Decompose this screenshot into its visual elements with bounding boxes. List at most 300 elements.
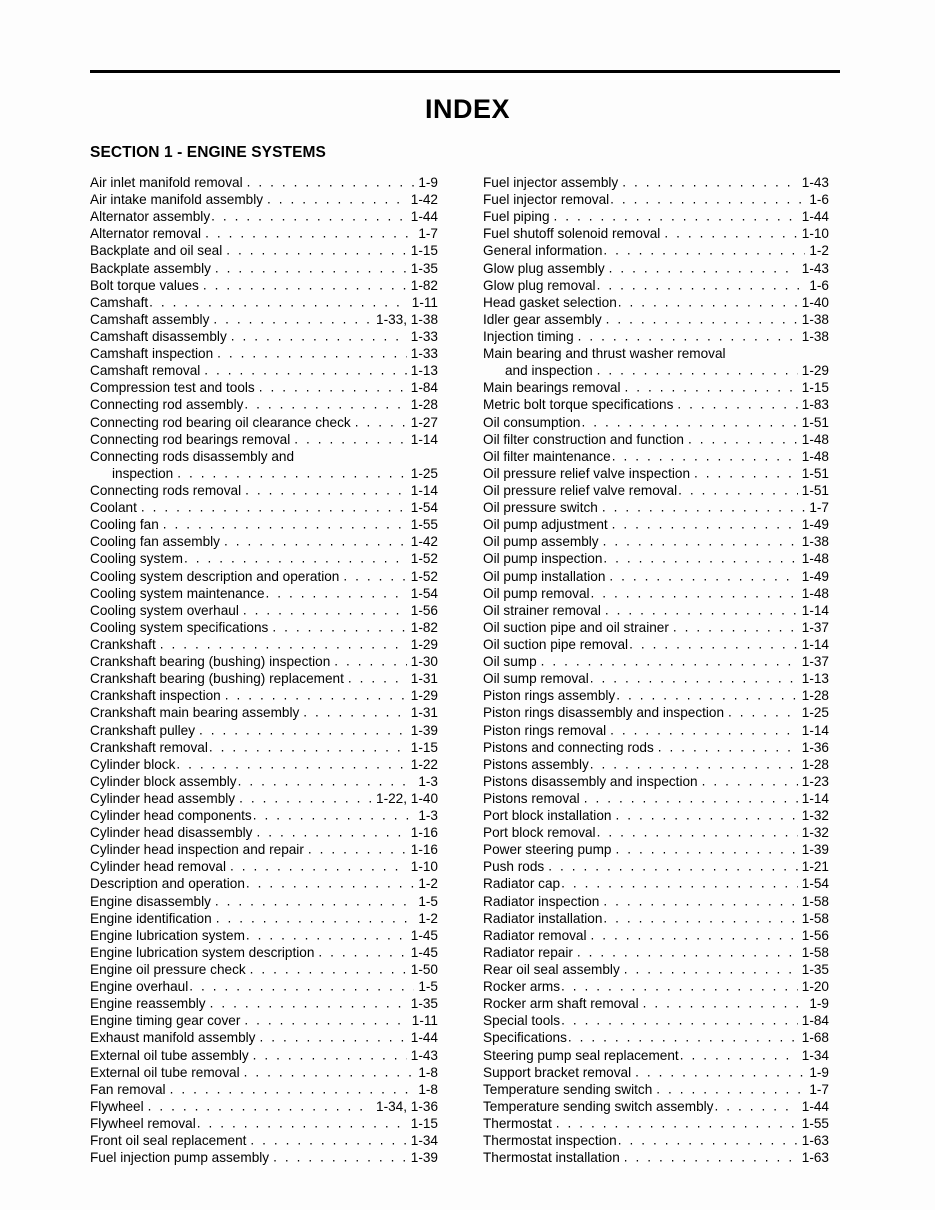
index-entry-title: inspection bbox=[112, 465, 174, 481]
index-entry[interactable] bbox=[90, 670, 438, 687]
index-entry[interactable] bbox=[483, 893, 829, 910]
index-entry-leader-dots bbox=[677, 396, 797, 413]
index-entry[interactable] bbox=[90, 807, 438, 824]
index-entry[interactable] bbox=[483, 653, 829, 670]
index-entry[interactable] bbox=[90, 448, 438, 465]
index-entry[interactable] bbox=[483, 191, 829, 208]
index-entry-page-number: 1-42 bbox=[410, 192, 438, 208]
index-entry[interactable] bbox=[483, 670, 829, 687]
index-entry-title: Front oil seal replacement bbox=[90, 1133, 247, 1149]
index-entry[interactable] bbox=[90, 242, 438, 259]
index-entry[interactable] bbox=[483, 362, 829, 379]
index-entry[interactable] bbox=[90, 722, 438, 739]
index-entry[interactable] bbox=[483, 927, 829, 944]
index-entry-page-number: 1-10 bbox=[410, 859, 438, 875]
index-entry-leader-dots bbox=[694, 465, 798, 482]
index-entry[interactable] bbox=[90, 602, 438, 619]
index-entry[interactable] bbox=[483, 1132, 829, 1149]
index-entry[interactable] bbox=[483, 773, 829, 790]
index-entry-page-number: 1-25 bbox=[801, 705, 829, 721]
index-entry-page-number: 1-34, 1-36 bbox=[376, 1098, 438, 1114]
index-entry-leader-dots bbox=[625, 379, 798, 396]
index-entry[interactable] bbox=[483, 1149, 829, 1166]
index-entry-title: Bolt torque values bbox=[90, 277, 199, 293]
index-entry[interactable] bbox=[90, 362, 438, 379]
header-rule bbox=[90, 70, 840, 73]
index-entry[interactable] bbox=[90, 1149, 438, 1166]
index-entry[interactable] bbox=[90, 756, 438, 773]
index-entry-title: Push rods bbox=[483, 859, 545, 875]
index-entry-title: and inspection bbox=[505, 363, 593, 379]
index-entry-page-number: 1-56 bbox=[410, 602, 438, 618]
index-entry-page-number: 1-6 bbox=[809, 192, 829, 208]
index-entry-page-number: 1-83 bbox=[801, 397, 829, 413]
index-entry-title: Camshaft inspection bbox=[90, 346, 214, 362]
index-entry[interactable] bbox=[90, 225, 438, 242]
index-entry-leader-dots bbox=[635, 1064, 805, 1081]
index-entry[interactable] bbox=[90, 311, 438, 328]
index-entry-title: Fan removal bbox=[90, 1081, 166, 1097]
index-entry[interactable] bbox=[90, 841, 438, 858]
index-entry-title: Cooling system description and operation bbox=[90, 568, 340, 584]
index-entry[interactable] bbox=[483, 1047, 829, 1064]
index-entry[interactable] bbox=[90, 1012, 438, 1029]
index-entry-page-number: 1-63 bbox=[801, 1133, 829, 1149]
index-entry[interactable] bbox=[483, 585, 829, 602]
section-heading: SECTION 1 - ENGINE SYSTEMS bbox=[90, 144, 327, 161]
index-entry-leader-dots bbox=[603, 550, 797, 567]
index-entry-title: Special tools bbox=[483, 1013, 561, 1029]
index-entry[interactable] bbox=[483, 858, 829, 875]
index-entry-leader-dots bbox=[702, 773, 798, 790]
index-entry-leader-dots bbox=[226, 242, 407, 259]
index-entry-leader-dots bbox=[688, 431, 798, 448]
index-entry-leader-dots bbox=[246, 927, 407, 944]
index-entry-leader-dots bbox=[603, 910, 797, 927]
index-entry[interactable] bbox=[483, 448, 829, 465]
index-entry-leader-dots bbox=[603, 242, 805, 259]
index-entry-title: Cooling fan bbox=[90, 517, 159, 533]
index-entry-page-number: 1-14 bbox=[410, 482, 438, 498]
index-entry-title: Cooling system specifications bbox=[90, 619, 269, 635]
index-entry-title: Power steering pump bbox=[483, 842, 612, 858]
index-entry[interactable] bbox=[483, 978, 829, 995]
index-entry[interactable] bbox=[90, 927, 438, 944]
index-entry-page-number: 1-29 bbox=[410, 688, 438, 704]
index-entry-title: Thermostat bbox=[483, 1116, 552, 1132]
index-entry[interactable] bbox=[483, 602, 829, 619]
index-entry-page-number: 1-11 bbox=[411, 294, 438, 310]
index-column-left bbox=[90, 174, 438, 1166]
index-entry-title: Connecting rods removal bbox=[90, 482, 242, 498]
index-entry-leader-dots bbox=[622, 174, 798, 191]
index-entry[interactable] bbox=[90, 995, 438, 1012]
index-entry[interactable] bbox=[483, 328, 829, 345]
index-entry-page-number: 1-38 bbox=[801, 534, 829, 550]
index-entry-page-number: 1-3 bbox=[418, 808, 438, 824]
index-entry-title: Oil pump assembly bbox=[483, 534, 599, 550]
index-entry-page-number: 1-33 bbox=[410, 328, 438, 344]
index-entry-page-number: 1-38 bbox=[801, 328, 829, 344]
index-entry[interactable] bbox=[90, 482, 438, 499]
index-entry[interactable] bbox=[483, 1081, 829, 1098]
index-entry[interactable] bbox=[483, 482, 829, 499]
index-entry-leader-dots bbox=[215, 893, 414, 910]
index-entry-page-number: 1-35 bbox=[410, 260, 438, 276]
index-entry-title: Engine overhaul bbox=[90, 979, 189, 995]
index-entry-page-number: 1-35 bbox=[801, 962, 829, 978]
index-entry-title: Connecting rods disassembly and bbox=[90, 448, 295, 464]
index-entry-title: Fuel piping bbox=[483, 209, 550, 225]
index-entry[interactable] bbox=[90, 893, 438, 910]
index-entry[interactable] bbox=[90, 1081, 438, 1098]
index-entry[interactable] bbox=[90, 277, 438, 294]
index-entry[interactable] bbox=[90, 978, 438, 995]
index-entry[interactable] bbox=[483, 516, 829, 533]
index-entry-leader-dots bbox=[606, 311, 798, 328]
index-entry[interactable] bbox=[90, 704, 438, 721]
index-entry-leader-dots bbox=[231, 328, 407, 345]
index-entry[interactable] bbox=[90, 875, 438, 892]
index-entry-page-number: 1-9 bbox=[418, 175, 438, 190]
index-entry-page-number: 1-33, 1-38 bbox=[376, 311, 438, 327]
index-entry-page-number: 1-31 bbox=[410, 705, 438, 721]
index-entry-title: Steering pump seal replacement bbox=[483, 1047, 679, 1063]
index-entry-leader-dots bbox=[246, 875, 414, 892]
index-entry-leader-dots bbox=[612, 516, 798, 533]
index-entry-leader-dots bbox=[590, 670, 798, 687]
index-entry[interactable] bbox=[90, 568, 438, 585]
index-entry-leader-dots bbox=[612, 448, 798, 465]
index-entry-title: Engine oil pressure check bbox=[90, 962, 246, 978]
index-entry-page-number: 1-13 bbox=[410, 363, 438, 379]
index-entry-title: Engine lubrication system bbox=[90, 927, 245, 943]
index-entry[interactable] bbox=[483, 294, 829, 311]
index-entry[interactable] bbox=[483, 687, 829, 704]
index-entry[interactable] bbox=[90, 550, 438, 567]
index-entry-page-number: 1-54 bbox=[410, 585, 438, 601]
index-entry-leader-dots bbox=[203, 277, 407, 294]
index-entry-title: Cylinder head components bbox=[90, 808, 252, 824]
index-entry-title: Engine identification bbox=[90, 910, 212, 926]
index-entry[interactable] bbox=[90, 1047, 438, 1064]
index-entry-leader-dots bbox=[609, 568, 797, 585]
index-entry[interactable] bbox=[90, 910, 438, 927]
index-entry[interactable] bbox=[483, 636, 829, 653]
index-entry-title: Rear oil seal assembly bbox=[483, 962, 620, 978]
index-entry-leader-dots bbox=[541, 653, 798, 670]
index-entry-leader-dots bbox=[177, 465, 407, 482]
index-entry-leader-dots bbox=[199, 722, 407, 739]
index-entry[interactable] bbox=[483, 260, 829, 277]
index-entry-leader-dots bbox=[215, 260, 407, 277]
index-entry-leader-dots bbox=[217, 345, 407, 362]
index-entry[interactable] bbox=[483, 379, 829, 396]
index-entry[interactable] bbox=[483, 790, 829, 807]
index-entry-page-number: 1-28 bbox=[410, 397, 438, 413]
index-entry[interactable] bbox=[90, 585, 438, 602]
index-column-right bbox=[483, 174, 829, 1166]
index-entry-page-number: 1-29 bbox=[801, 363, 829, 379]
index-entry-page-number: 1-68 bbox=[801, 1030, 829, 1046]
index-entry-page-number: 1-56 bbox=[801, 927, 829, 943]
index-entry[interactable] bbox=[90, 174, 438, 191]
index-entry-page-number: 1-55 bbox=[410, 517, 438, 533]
index-entry-leader-dots bbox=[578, 328, 798, 345]
index-entry-page-number: 1-63 bbox=[801, 1150, 829, 1166]
index-entry[interactable] bbox=[483, 722, 829, 739]
index-entry[interactable] bbox=[90, 1064, 438, 1081]
index-entry-page-number: 1-20 bbox=[801, 979, 829, 995]
index-entry[interactable] bbox=[90, 379, 438, 396]
index-entry[interactable] bbox=[483, 550, 829, 567]
index-entry-leader-dots bbox=[238, 773, 415, 790]
index-entry-leader-dots bbox=[148, 1098, 372, 1115]
index-entry-page-number: 1-7 bbox=[809, 1081, 829, 1097]
index-entry[interactable] bbox=[90, 345, 438, 362]
index-entry-leader-dots bbox=[197, 1115, 407, 1132]
index-entry[interactable] bbox=[90, 1115, 438, 1132]
index-entry-page-number: 1-82 bbox=[410, 277, 438, 293]
index-entry[interactable] bbox=[483, 944, 829, 961]
index-entry-title: Cylinder head inspection and repair bbox=[90, 842, 304, 858]
index-entry[interactable] bbox=[90, 499, 438, 516]
index-entry-leader-dots bbox=[615, 807, 797, 824]
index-entry-page-number: 1-16 bbox=[410, 825, 438, 841]
index-entry[interactable] bbox=[483, 345, 829, 362]
index-entry-leader-dots bbox=[658, 739, 798, 756]
index-entry-page-number: 1-39 bbox=[410, 1150, 438, 1166]
index-entry[interactable] bbox=[483, 414, 829, 431]
index-entry-leader-dots bbox=[728, 704, 798, 721]
index-entry-page-number: 1-84 bbox=[801, 1013, 829, 1029]
index-entry[interactable] bbox=[90, 653, 438, 670]
index-entry-page-number: 1-5 bbox=[418, 893, 438, 909]
index-entry-leader-dots bbox=[243, 602, 407, 619]
index-entry[interactable] bbox=[483, 961, 829, 978]
index-entry-title: Idler gear assembly bbox=[483, 311, 602, 327]
index-entry[interactable] bbox=[483, 242, 829, 259]
index-entry[interactable] bbox=[483, 208, 829, 225]
index-entry[interactable] bbox=[483, 1064, 829, 1081]
index-entry[interactable] bbox=[90, 961, 438, 978]
index-entry-title: Exhaust manifold assembly bbox=[90, 1030, 256, 1046]
index-entry-title: Fuel injector removal bbox=[483, 192, 610, 208]
index-entry-title: Head gasket selection bbox=[483, 294, 617, 310]
index-entry-leader-dots bbox=[308, 841, 407, 858]
index-entry-page-number: 1-58 bbox=[801, 893, 829, 909]
index-entry-page-number: 1-14 bbox=[801, 790, 829, 806]
index-entry[interactable] bbox=[483, 995, 829, 1012]
index-entry-page-number: 1-84 bbox=[410, 380, 438, 396]
index-entry-page-number: 1-9 bbox=[809, 1064, 829, 1080]
index-entry[interactable] bbox=[90, 533, 438, 550]
index-entry[interactable] bbox=[483, 739, 829, 756]
index-entry-leader-dots bbox=[561, 1012, 798, 1029]
index-entry[interactable] bbox=[90, 824, 438, 841]
index-entry[interactable] bbox=[483, 841, 829, 858]
index-entry-page-number: 1-30 bbox=[410, 654, 438, 670]
index-entry-leader-dots bbox=[680, 1047, 798, 1064]
index-entry-title: Cooling fan assembly bbox=[90, 534, 220, 550]
index-entry-leader-dots bbox=[225, 687, 407, 704]
index-entry[interactable] bbox=[483, 174, 829, 191]
index-entry[interactable] bbox=[90, 739, 438, 756]
index-entry-page-number: 1-10 bbox=[801, 226, 829, 242]
index-entry[interactable] bbox=[90, 191, 438, 208]
index-entry-title: Cylinder block bbox=[90, 756, 176, 772]
index-entry[interactable] bbox=[483, 875, 829, 892]
index-entry[interactable] bbox=[483, 568, 829, 585]
index-entry[interactable] bbox=[90, 516, 438, 533]
index-entry[interactable] bbox=[483, 396, 829, 413]
index-entry-leader-dots bbox=[664, 225, 797, 242]
index-entry-title: Thermostat installation bbox=[483, 1150, 620, 1166]
index-entry-page-number: 1-7 bbox=[418, 226, 438, 242]
index-entry-page-number: 1-48 bbox=[801, 431, 829, 447]
index-entry-leader-dots bbox=[176, 756, 406, 773]
index-entry[interactable] bbox=[90, 619, 438, 636]
index-entry[interactable] bbox=[483, 910, 829, 927]
index-entry-leader-dots bbox=[211, 208, 407, 225]
index-entry-leader-dots bbox=[597, 277, 806, 294]
index-entry[interactable] bbox=[483, 1115, 829, 1132]
index-entry-leader-dots bbox=[678, 482, 798, 499]
index-entry-leader-dots bbox=[334, 653, 406, 670]
index-entry[interactable] bbox=[90, 1029, 438, 1046]
index-entry-page-number: 1-15 bbox=[410, 739, 438, 755]
index-entry[interactable] bbox=[90, 790, 438, 807]
index-entry[interactable] bbox=[483, 277, 829, 294]
index-entry[interactable] bbox=[483, 431, 829, 448]
index-entry-page-number: 1-43 bbox=[410, 1047, 438, 1063]
index-entry-page-number: 1-14 bbox=[801, 636, 829, 652]
index-entry-title: External oil tube assembly bbox=[90, 1047, 249, 1063]
index-entry[interactable] bbox=[90, 328, 438, 345]
index-entry-page-number: 1-5 bbox=[418, 979, 438, 995]
index-entry[interactable] bbox=[483, 1098, 829, 1115]
index-entry[interactable] bbox=[90, 858, 438, 875]
index-entry[interactable] bbox=[483, 756, 829, 773]
index-entry-title: Connecting rod bearings removal bbox=[90, 431, 291, 447]
index-entry-page-number: 1-45 bbox=[410, 927, 438, 943]
index-entry-page-number: 1-32 bbox=[801, 808, 829, 824]
index-entry[interactable] bbox=[90, 208, 438, 225]
index-entry[interactable] bbox=[483, 465, 829, 482]
index-entry-leader-dots bbox=[205, 225, 414, 242]
index-entry-page-number: 1-33 bbox=[410, 346, 438, 362]
index-entry-leader-dots bbox=[250, 1132, 406, 1149]
index-entry-title: Alternator assembly bbox=[90, 209, 211, 225]
index-entry[interactable] bbox=[483, 499, 829, 516]
index-entry[interactable] bbox=[90, 260, 438, 277]
index-entry[interactable] bbox=[90, 414, 438, 431]
index-entry-page-number: 1-55 bbox=[801, 1116, 829, 1132]
index-entry-leader-dots bbox=[590, 756, 798, 773]
index-entry-leader-dots bbox=[584, 790, 798, 807]
index-entry-title: Injection timing bbox=[483, 328, 574, 344]
index-entry-title: Piston rings removal bbox=[483, 722, 607, 738]
index-entry[interactable] bbox=[483, 1012, 829, 1029]
index-entry[interactable] bbox=[90, 944, 438, 961]
index-entry[interactable] bbox=[90, 1098, 438, 1115]
index-entry-title: Piston rings assembly bbox=[483, 688, 616, 704]
index-entry-title: Radiator installation bbox=[483, 910, 603, 926]
index-entry[interactable] bbox=[483, 311, 829, 328]
index-entry-title: Main bearings removal bbox=[483, 380, 621, 396]
index-entry[interactable] bbox=[90, 465, 438, 482]
index-entry[interactable] bbox=[90, 431, 438, 448]
index-entry-leader-dots bbox=[615, 841, 797, 858]
index-entry-page-number: 1-14 bbox=[410, 431, 438, 447]
index-entry-page-number: 1-43 bbox=[801, 260, 829, 276]
index-entry-leader-dots bbox=[597, 362, 798, 379]
index-entry-title: Backplate assembly bbox=[90, 260, 211, 276]
index-entry[interactable] bbox=[90, 1132, 438, 1149]
index-entry[interactable] bbox=[483, 807, 829, 824]
index-entry-leader-dots bbox=[184, 550, 407, 567]
index-entry-page-number: 1-42 bbox=[410, 534, 438, 550]
index-entry-title: Pistons disassembly and inspection bbox=[483, 773, 698, 789]
index-entry-page-number: 1-49 bbox=[801, 517, 829, 533]
index-entry-page-number: 1-11 bbox=[411, 1013, 438, 1029]
index-entry-page-number: 1-2 bbox=[418, 910, 438, 926]
index-entry-page-number: 1-14 bbox=[801, 722, 829, 738]
index-entry-leader-dots bbox=[204, 362, 406, 379]
index-entry-leader-dots bbox=[591, 585, 798, 602]
index-entry-title: Thermostat inspection bbox=[483, 1133, 617, 1149]
index-entry[interactable] bbox=[483, 704, 829, 721]
index-entry[interactable] bbox=[483, 824, 829, 841]
index-entry-leader-dots bbox=[548, 858, 798, 875]
index-entry-page-number: 1-50 bbox=[410, 962, 438, 978]
index-entry-title: Pistons and connecting rods bbox=[483, 739, 654, 755]
index-entry-title: Pistons assembly bbox=[483, 756, 589, 772]
index-entry[interactable] bbox=[483, 533, 829, 550]
index-entry-page-number: 1-8 bbox=[418, 1081, 438, 1097]
index-entry-title: Metric bolt torque specifications bbox=[483, 397, 674, 413]
index-entry-title: Oil sump bbox=[483, 654, 537, 670]
index-entry-leader-dots bbox=[273, 1149, 407, 1166]
index-entry-leader-dots bbox=[624, 961, 798, 978]
index-entry-page-number: 1-7 bbox=[809, 500, 829, 516]
index-entry-page-number: 1-31 bbox=[410, 671, 438, 687]
index-entry-leader-dots bbox=[230, 858, 407, 875]
index-entry-title: Radiator removal bbox=[483, 927, 587, 943]
page-title: INDEX bbox=[424, 94, 511, 124]
index-entry[interactable] bbox=[483, 619, 829, 636]
index-entry-leader-dots bbox=[141, 499, 407, 516]
index-entry[interactable] bbox=[90, 773, 438, 790]
index-entry[interactable] bbox=[90, 396, 438, 413]
index-entry-title: Radiator inspection bbox=[483, 893, 600, 909]
index-entry-page-number: 1-44 bbox=[801, 1098, 829, 1114]
index-entry-title: Alternator removal bbox=[90, 226, 202, 242]
index-entry-leader-dots bbox=[581, 414, 797, 431]
index-entry-title: Fuel injector assembly bbox=[483, 175, 619, 190]
index-entry-title: Flywheel removal bbox=[90, 1116, 196, 1132]
index-entry[interactable] bbox=[90, 687, 438, 704]
index-entry-page-number: 1-2 bbox=[418, 876, 438, 892]
index-entry-leader-dots bbox=[714, 1098, 797, 1115]
index-entry[interactable] bbox=[90, 294, 438, 311]
index-entry[interactable] bbox=[483, 1029, 829, 1046]
index-entry[interactable] bbox=[483, 225, 829, 242]
index-entry[interactable] bbox=[90, 636, 438, 653]
index-entry-title: Cylinder block assembly bbox=[90, 773, 237, 789]
index-entry-title: Cylinder head assembly bbox=[90, 790, 236, 806]
index-entry-leader-dots bbox=[272, 619, 406, 636]
